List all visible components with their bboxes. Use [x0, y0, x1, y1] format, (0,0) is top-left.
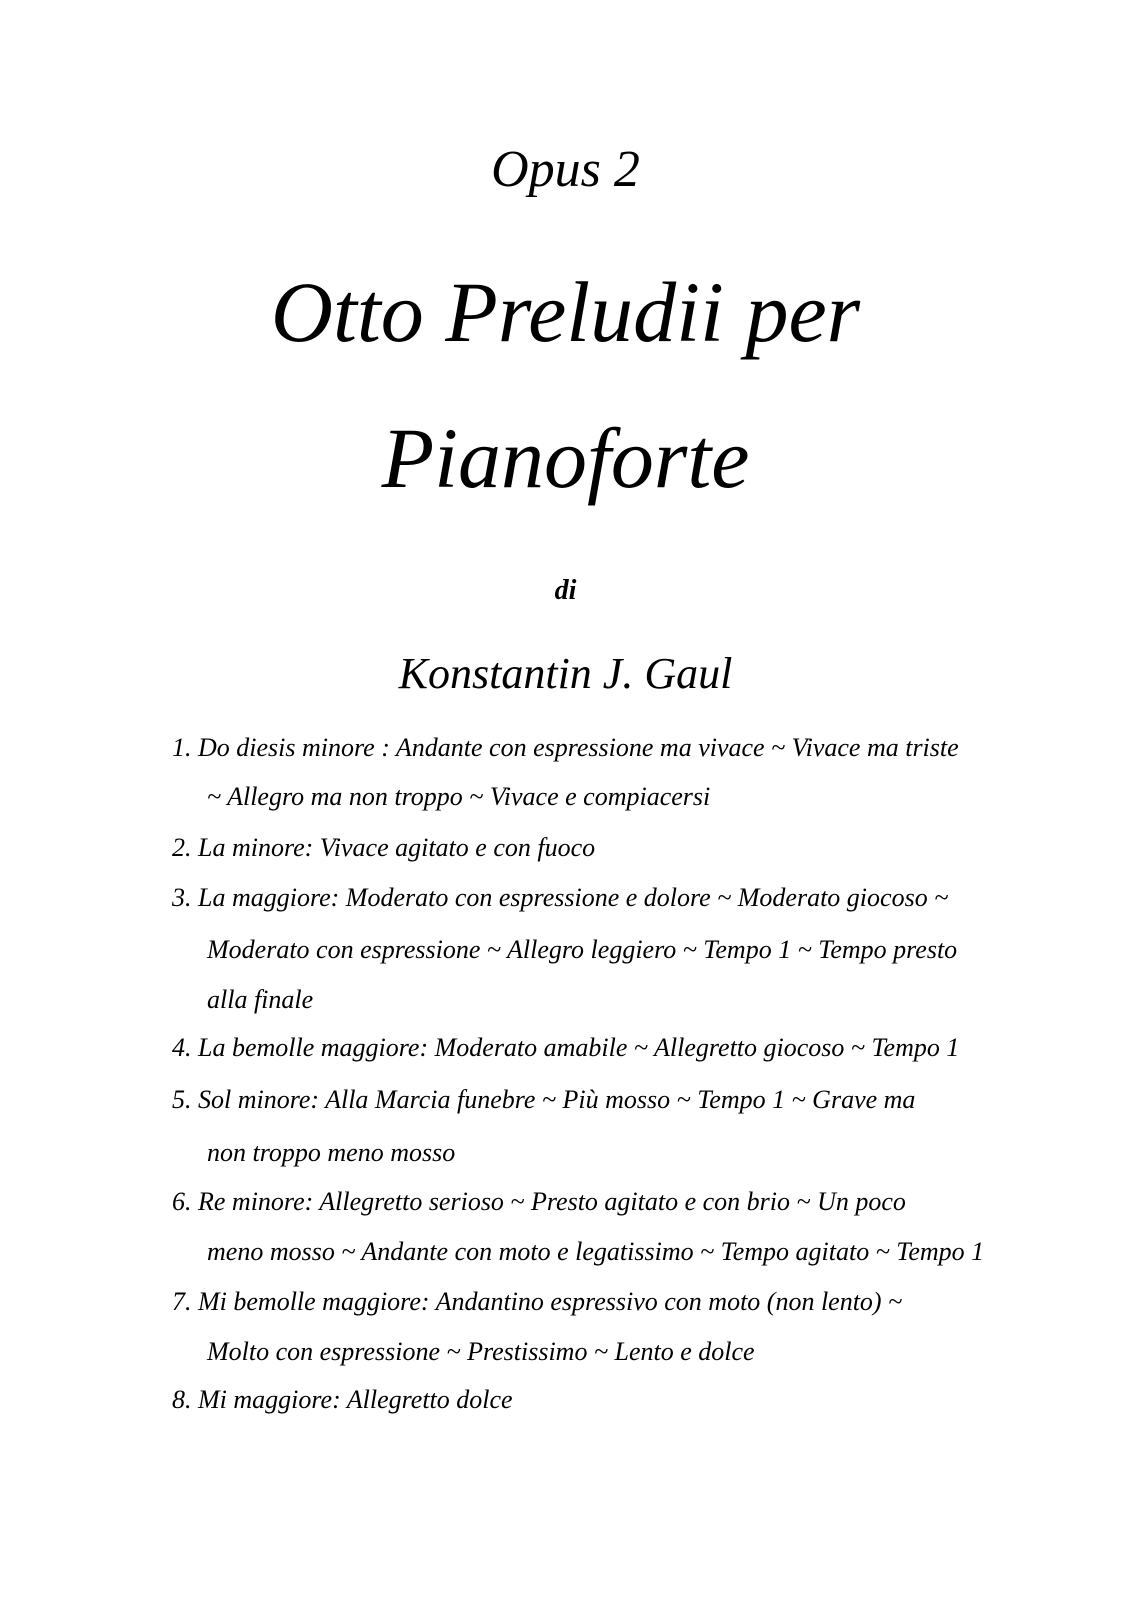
prelude-6-line-1: 6. Re minore: Allegretto serioso ~ Presto agitato e con brio ~ Un poco: [172, 1187, 906, 1216]
opus-number: Opus 2: [491, 141, 640, 198]
prelude-3-line-2: Moderato con espressione ~ Allegro leggiero ~ Tempo 1 ~ Tempo presto: [207, 935, 958, 964]
prelude-5-line-2: non troppo meno mosso: [207, 1138, 456, 1167]
title-line-1: Otto Preludii per: [270, 264, 861, 360]
prelude-5-line-1: 5. Sol minore: Alla Marcia funebre ~ Più mosso ~ Tempo 1 ~ Grave ma: [172, 1085, 916, 1114]
title-line-2: Pianoforte: [381, 410, 750, 506]
prelude-2-line-1: 2. La minore: Vivace agitato e con fuoco: [172, 833, 596, 862]
prelude-3-line-1: 3. La maggiore: Moderato con espressione e dolore ~ Moderato giocoso ~: [172, 883, 949, 912]
prelude-1-line-1: 1. Do diesis minore : Andante con espressione ma vivace ~ Vivace ma triste: [172, 733, 959, 762]
composer-name: Konstantin J. Gaul: [398, 649, 733, 698]
prelude-6-line-2: meno mosso ~ Andante con moto e legatissimo ~ Tempo agitato ~ Tempo 1: [207, 1237, 985, 1266]
prelude-7-line-1: 7. Mi bemolle maggiore: Andantino espressivo con moto (non lento) ~: [172, 1287, 903, 1316]
prelude-4-line-1: 4. La bemolle maggiore: Moderato amabile ~ Allegretto giocoso ~ Tempo 1: [172, 1033, 960, 1062]
by-label: di: [554, 575, 577, 606]
prelude-1-line-2: ~ Allegro ma non troppo ~ Vivace e compiacersi: [207, 782, 711, 811]
prelude-3-line-3: alla finale: [207, 985, 314, 1014]
prelude-8-line-1: 8. Mi maggiore: Allegretto dolce: [172, 1385, 513, 1414]
prelude-7-line-2: Molto con espressione ~ Prestissimo ~ Lento e dolce: [207, 1337, 755, 1366]
